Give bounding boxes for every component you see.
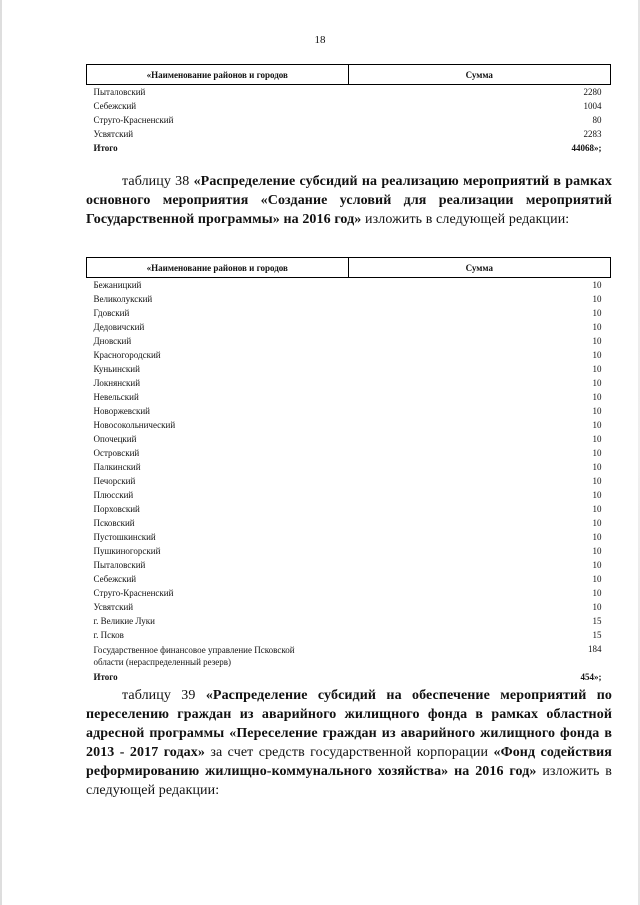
- total-value: 44068»;: [571, 143, 602, 153]
- district-name: Великолукский: [93, 294, 153, 304]
- district-name: Себежский: [93, 101, 137, 111]
- table-row: [87, 516, 611, 530]
- district-sum: 10: [592, 434, 602, 444]
- table-row: [87, 334, 611, 348]
- total-row: [87, 670, 611, 684]
- district-sum: 10: [592, 406, 602, 416]
- total-value: 454»;: [580, 672, 602, 682]
- table-row: [87, 418, 611, 432]
- para39-prefix: таблицу 39: [122, 688, 206, 703]
- district-name: Пыталовский: [93, 560, 146, 570]
- district-sum: 10: [592, 504, 602, 514]
- table-districts-2: [86, 257, 611, 684]
- district-sum: 10: [592, 546, 602, 556]
- district-name: Гдовский: [93, 308, 130, 318]
- district-sum: 10: [592, 574, 602, 584]
- district-sum: 10: [592, 518, 602, 528]
- reserve-line-1: Государственное финансовое управление Псковской: [93, 645, 295, 655]
- table-districts-1: [86, 64, 611, 155]
- table-row: [87, 558, 611, 572]
- district-name: Усвятский: [93, 602, 134, 612]
- district-sum: 10: [592, 462, 602, 472]
- table-row: [87, 586, 611, 600]
- district-name: Печорский: [93, 476, 136, 486]
- district-sum: 10: [592, 532, 602, 542]
- district-name: г. Великие Луки: [93, 616, 155, 626]
- table-row: [87, 614, 611, 628]
- reserve-row: [87, 642, 611, 670]
- table-row: [87, 460, 611, 474]
- total-label: Итого: [93, 143, 118, 153]
- district-sum: 10: [592, 490, 602, 500]
- district-name: Новосокольнический: [93, 420, 176, 430]
- district-sum: 10: [592, 560, 602, 570]
- para39-title: «Распределение субсидий на обеспечение мероприятий по переселению граждан из аварийного жилищного фонда в рамках областной адресной программы «Переселение граждан из аварийного жилищного фонда в 2013 - 2017 годах»: [86, 688, 612, 760]
- table-row: [87, 362, 611, 376]
- reserve-line-2: области (нераспределенный резерв): [93, 657, 232, 667]
- para38-suffix: изложить в следующей редакции:: [361, 212, 570, 227]
- table-row: [87, 544, 611, 558]
- table-row: [87, 446, 611, 460]
- table-row: [87, 628, 611, 642]
- district-sum: 10: [592, 448, 602, 458]
- table-row: [87, 404, 611, 418]
- district-name: Красногородский: [93, 350, 161, 360]
- total-label: Итого: [93, 672, 118, 682]
- district-sum: 10: [592, 350, 602, 360]
- page-number: 18: [314, 34, 326, 46]
- table-row: [87, 278, 611, 293]
- col-header-sum: Сумма: [348, 258, 610, 278]
- table-row: [87, 502, 611, 516]
- district-sum: 1004: [583, 101, 602, 111]
- district-name: Новоржевский: [93, 406, 150, 416]
- para38-title: «Распределение субсидий на реализацию мероприятий в рамках основного мероприятия «Создание условий для реализации мероприятий Государственной программы» на 2016 год»: [86, 174, 613, 227]
- district-sum: 10: [592, 602, 602, 612]
- total-row: [87, 141, 611, 155]
- district-sum: 15: [592, 630, 602, 640]
- district-sum: 10: [592, 588, 602, 598]
- table-row: [87, 600, 611, 614]
- district-name: Пушкиногорский: [93, 546, 161, 556]
- table-row: [87, 85, 611, 100]
- district-name: Порховский: [93, 504, 140, 514]
- para38-prefix: таблицу 38: [122, 174, 194, 189]
- district-name: Палкинский: [93, 462, 141, 472]
- district-sum: 10: [592, 322, 602, 332]
- district-sum: 10: [592, 294, 602, 304]
- district-name: Пустошкинский: [93, 532, 156, 542]
- district-name: Островский: [93, 448, 140, 458]
- table-row: [87, 348, 611, 362]
- district-name: Опочецкий: [93, 434, 137, 444]
- reserve-name: [87, 642, 349, 670]
- table-row: [87, 320, 611, 334]
- para39-suffix: изложить в следующей редакции:: [86, 764, 612, 798]
- col-header-sum: Сумма: [348, 65, 610, 85]
- scan-edge-left: [0, 0, 2, 905]
- district-sum: 10: [592, 280, 602, 290]
- district-name: Куньинский: [93, 364, 140, 374]
- table-header-row: [87, 65, 611, 85]
- table-header-row: [87, 258, 611, 278]
- district-sum: 2283: [583, 129, 602, 139]
- district-sum: 10: [592, 308, 602, 318]
- table-row: [87, 376, 611, 390]
- district-sum: 80: [592, 115, 602, 125]
- district-name: Псковский: [93, 518, 135, 528]
- district-sum: 10: [592, 364, 602, 374]
- district-sum: 10: [592, 420, 602, 430]
- table-row: [87, 488, 611, 502]
- table-row: [87, 127, 611, 141]
- district-name: Пыталовский: [93, 87, 146, 97]
- paragraph-table-39: [86, 686, 612, 800]
- paragraph-table-38: [86, 172, 612, 229]
- district-name: Локнянский: [93, 378, 141, 388]
- table-row: [87, 572, 611, 586]
- table-row: [87, 306, 611, 320]
- district-name: Плюсский: [93, 490, 134, 500]
- district-name: Невельский: [93, 392, 139, 402]
- table-row: [87, 432, 611, 446]
- district-sum: 10: [592, 378, 602, 388]
- district-sum: 15: [592, 616, 602, 626]
- district-sum: 2280: [583, 87, 602, 97]
- district-name: Дновский: [93, 336, 132, 346]
- district-sum: 10: [592, 392, 602, 402]
- district-name: Себежский: [93, 574, 137, 584]
- table-row: [87, 113, 611, 127]
- col-header-name: «Наименование районов и городов: [87, 65, 349, 85]
- col-header-name: «Наименование районов и городов: [87, 258, 349, 278]
- district-name: Струго-Красненский: [93, 588, 174, 598]
- table-row: [87, 99, 611, 113]
- para39-fund: «Фонд содействия реформированию жилищно-коммунального хозяйства» на 2016 год»: [86, 745, 612, 779]
- para39-middle: за счет средств государственной корпорации: [204, 745, 494, 760]
- district-sum: 10: [592, 336, 602, 346]
- reserve-sum: 184: [588, 644, 602, 654]
- table-row: [87, 292, 611, 306]
- district-name: г. Псков: [93, 630, 124, 640]
- district-sum: 10: [592, 476, 602, 486]
- district-name: Усвятский: [93, 129, 134, 139]
- table-row: [87, 390, 611, 404]
- table-row: [87, 474, 611, 488]
- district-name: Дедовичский: [93, 322, 145, 332]
- district-name: Струго-Красненский: [93, 115, 174, 125]
- table-row: [87, 530, 611, 544]
- district-name: Бежаницкий: [93, 280, 142, 290]
